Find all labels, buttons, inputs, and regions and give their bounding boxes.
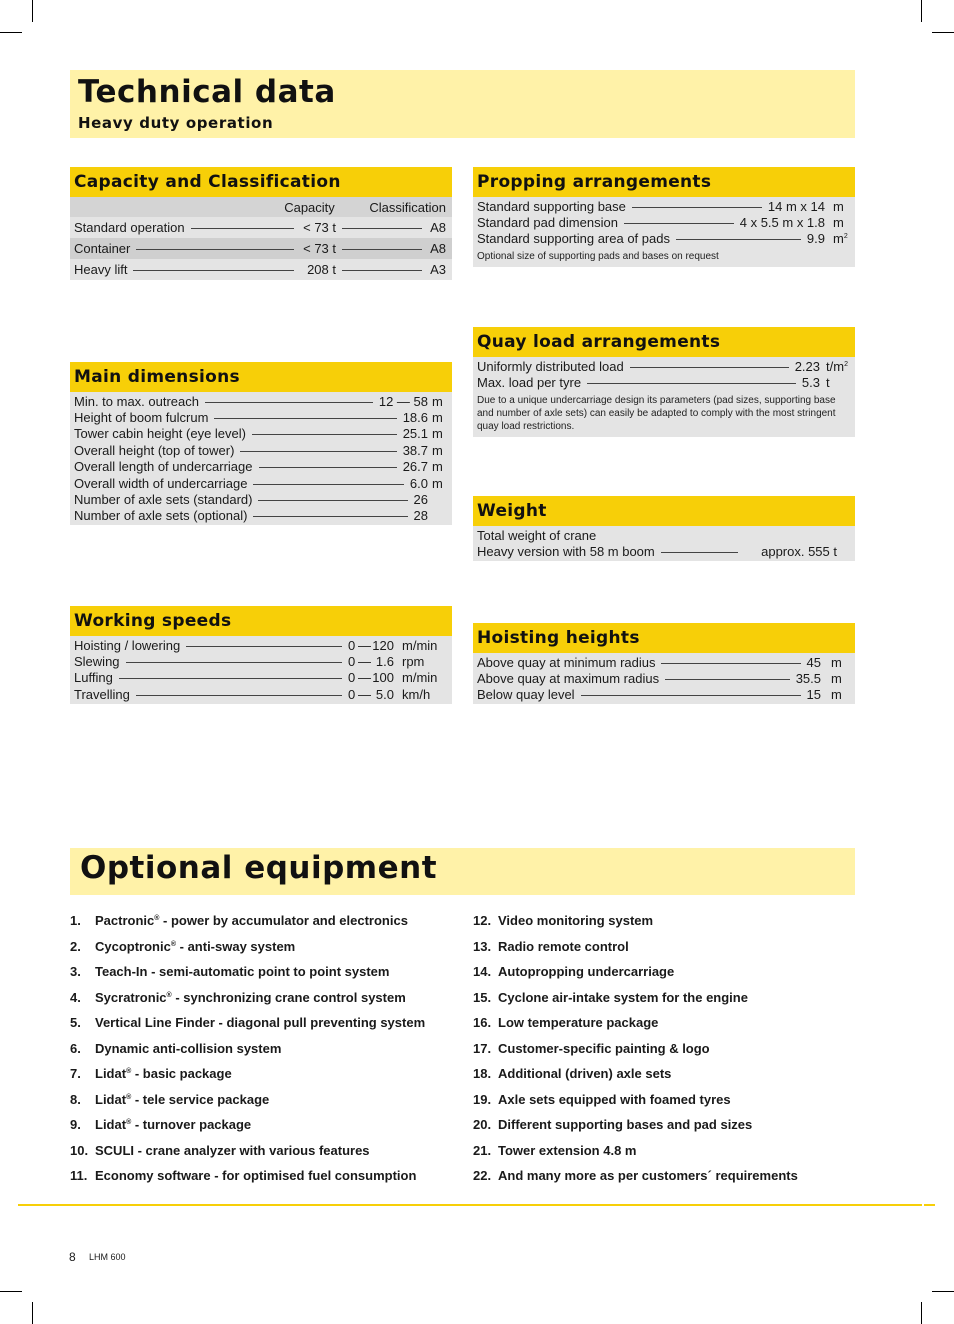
technical-data-header xyxy=(70,70,855,138)
list-item: 14. Autopropping undercarriage xyxy=(473,964,675,979)
list-item: 13. Radio remote control xyxy=(473,938,629,954)
row-label: Standard operation xyxy=(74,220,185,235)
hoisting-heights-section xyxy=(473,623,855,704)
capacity-heading: Capacity and Classification xyxy=(70,167,452,197)
list-item: 5. Vertical Line Finder - diagonal pull preventing system xyxy=(70,1015,426,1030)
list-item: 15. Cyclone air-intake system for the engine xyxy=(473,989,748,1005)
list-item: 8. Lidat® - tele service package xyxy=(70,1091,270,1107)
list-item: Hoisting / lowering 0 — 120 m/min xyxy=(74,637,438,653)
optional-list-right xyxy=(473,912,873,1193)
main-dimensions-section xyxy=(70,362,452,525)
list-item: Above quay at maximum radius 35.5 m xyxy=(477,671,842,687)
list-item: 1. Pactronic® - power by accumulator and electronics xyxy=(70,913,408,928)
optional-equipment-header xyxy=(70,848,855,895)
working-speeds-section xyxy=(70,606,452,704)
working-speeds-heading: Working speeds xyxy=(70,606,452,636)
list-item: Number of axle sets (standard) 26 xyxy=(74,492,428,508)
list-item: Standard supporting area of pads 9.9 $m^2$ xyxy=(477,231,848,247)
list-item: 16. Low temperature package xyxy=(473,1015,659,1030)
row-label: Container xyxy=(74,241,131,256)
crop-mark xyxy=(32,1302,33,1324)
table-row xyxy=(70,217,452,238)
crop-mark xyxy=(0,1291,22,1292)
row-class: A8 xyxy=(430,220,446,235)
list-item: 6. Dynamic anti-collision system xyxy=(70,1040,282,1056)
list-item: 10. SCULI - crane analyzer with various features xyxy=(70,1142,370,1158)
propping-section xyxy=(473,167,855,267)
list-item: 21. Tower extension 4.8 m xyxy=(473,1142,637,1158)
list-item: Above quay at minimum radius 45 m xyxy=(477,654,842,670)
table-row xyxy=(70,259,452,280)
list-item: Overall width of undercarriage 6.0 m xyxy=(74,475,443,491)
list-item: Standard supporting base 14 m x 14 m xyxy=(477,198,844,214)
list-item: Below quay level 15 m xyxy=(477,687,842,703)
crop-mark xyxy=(921,1302,922,1324)
page-number: 8 xyxy=(69,1250,76,1264)
list-item: Overall height (top of tower) 38.7 m xyxy=(74,442,443,458)
quay-load-section xyxy=(473,327,855,437)
list-item: 22. And many more as per customers´ requirements xyxy=(473,1168,798,1183)
capacity-table-header xyxy=(70,197,452,217)
list-item: Travelling 0 — 5.0 km/h xyxy=(74,686,431,702)
list-item: Max. load per tyre 5.3 t xyxy=(477,375,830,391)
quay-load-note: Due to a unique undercarriage design its parameters (pad sizes, supporting base and number of axle sets) can easily be adapted to comply with the most stringent quay load restrictions. xyxy=(477,394,836,432)
footer-divider xyxy=(924,1204,935,1206)
list-item: Number of axle sets (optional) 28 xyxy=(74,508,428,524)
list-item: Uniformly distributed load 2.23 $t/m^2$ xyxy=(477,358,848,374)
list-item: 9. Lidat® - turnover package xyxy=(70,1117,252,1132)
row-class: A3 xyxy=(430,262,446,277)
list-item: 18. Additional (driven) axle sets xyxy=(473,1066,672,1081)
list-item: 12. Video monitoring system xyxy=(473,913,654,928)
list-item: 4. Sycratronic® - synchronizing crane control system xyxy=(70,989,406,1005)
list-item: 2. Cycoptronic® - anti-sway system xyxy=(70,938,296,954)
list-item: Slewing 0 — 1.6 rpm xyxy=(74,654,425,670)
crop-mark xyxy=(921,0,922,22)
hoisting-heights-heading: Hoisting heights xyxy=(473,623,855,653)
row-capacity: 208 t xyxy=(307,262,336,277)
list-item: 7. Lidat® - basic package xyxy=(70,1066,232,1081)
row-capacity: < 73 t xyxy=(303,220,336,235)
list-item: 19. Axle sets equipped with foamed tyres xyxy=(473,1091,731,1107)
main-dimensions-heading: Main dimensions xyxy=(70,362,452,392)
row-class: A8 xyxy=(430,241,446,256)
list-item: 17. Customer-specific painting & logo xyxy=(473,1040,710,1056)
capacity-section xyxy=(70,167,452,280)
crop-mark xyxy=(32,0,33,22)
quay-load-heading: Quay load arrangements xyxy=(473,327,855,357)
list-item: 3. Teach-In - semi-automatic point to point system xyxy=(70,964,390,979)
optional-equipment-title: Optional equipment xyxy=(80,850,438,886)
list-item: Overall length of undercarriage 26.7 m xyxy=(74,459,443,475)
propping-note: Optional size of supporting pads and bases on request xyxy=(477,251,719,263)
list-item: 11. Economy software - for optimised fuel consumption xyxy=(70,1168,417,1183)
propping-heading: Propping arrangements xyxy=(473,167,855,197)
capacity-col-header: Capacity xyxy=(284,199,335,215)
row-label: Heavy lift xyxy=(74,262,128,277)
list-item: 20. Different supporting bases and pad sizes xyxy=(473,1117,753,1132)
weight-line: Total weight of crane xyxy=(477,527,597,543)
list-item: Standard pad dimension 4 x 5.5 m x 1.8 m xyxy=(477,215,844,231)
list-item: Height of boom fulcrum 18.6 m xyxy=(74,410,443,426)
list-item: Luffing 0 — 100 m/min xyxy=(74,670,438,686)
crop-mark xyxy=(932,32,954,33)
optional-list-left xyxy=(70,912,470,1193)
crop-mark xyxy=(932,1291,954,1292)
table-row xyxy=(70,238,452,259)
footer-divider xyxy=(18,1204,922,1206)
row-capacity: < 73 t xyxy=(303,241,336,256)
model-name: LHM 600 xyxy=(89,1252,126,1262)
classification-col-header: Classification xyxy=(369,199,446,215)
crop-mark xyxy=(0,32,22,33)
page-subtitle: Heavy duty operation xyxy=(78,114,274,132)
list-item: Tower cabin height (eye level) 25.1 m xyxy=(74,426,443,442)
list-item: Min. to max. outreach 12 — 58 m xyxy=(74,393,443,409)
page-title: Technical data xyxy=(78,74,336,110)
weight-section xyxy=(473,496,855,561)
weight-heading: Weight xyxy=(473,496,855,526)
list-item: Heavy version with 58 m boom approx. 555 t xyxy=(477,544,837,560)
